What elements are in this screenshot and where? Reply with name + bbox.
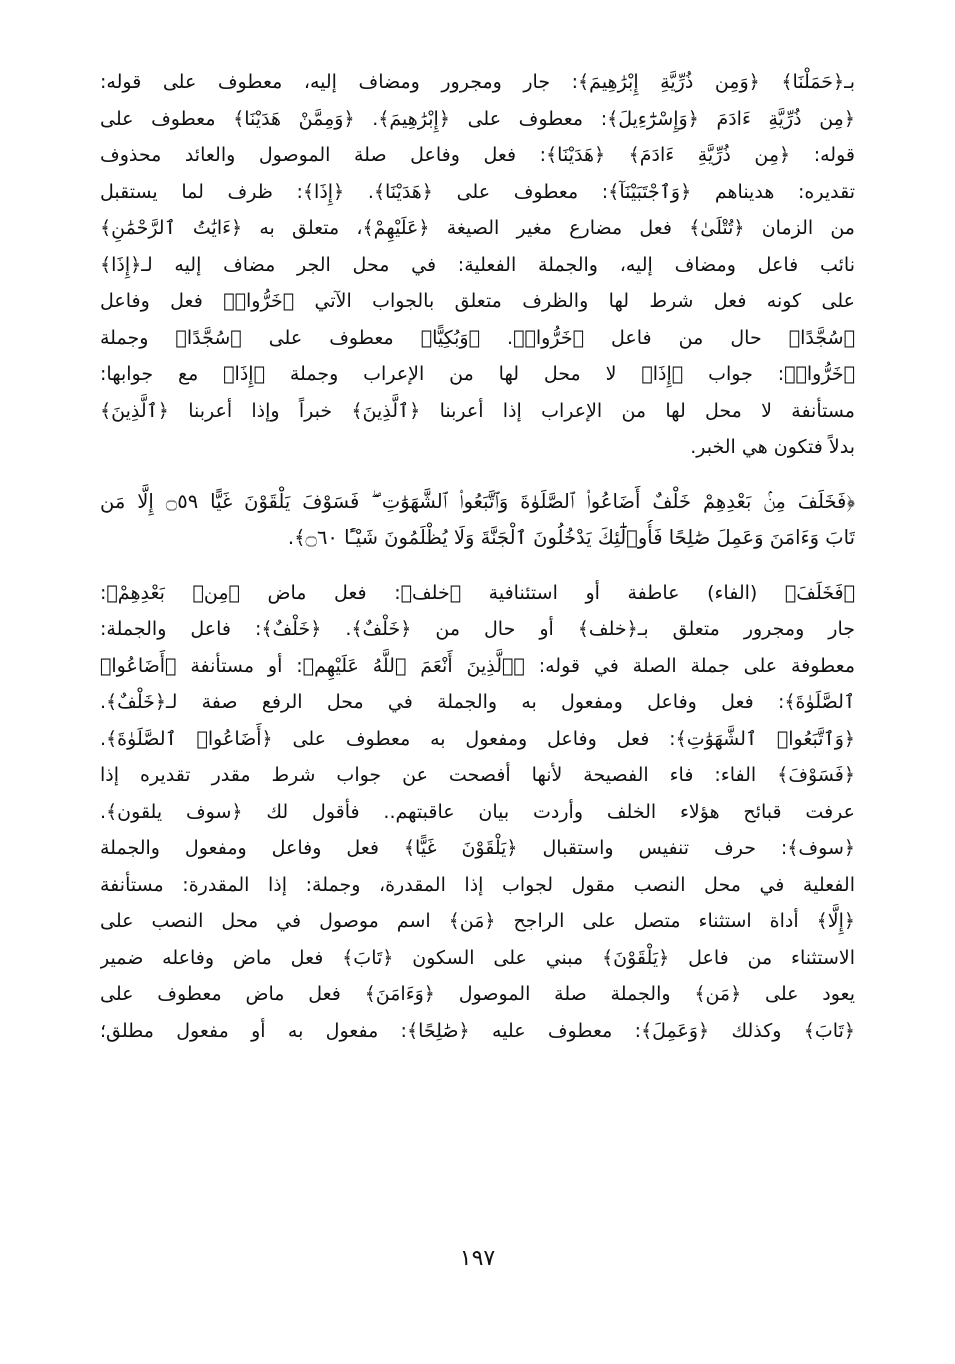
quran-verse xyxy=(100,484,855,557)
text-line: ﴿سُجَّدًا﴾ حال من فاعل ﴿خَرُّوا۟﴾. ﴿وَبُكِيًّا﴾ معطوف على ﴿سُجَّدًا﴾ وجملة xyxy=(100,326,855,349)
paragraph-gap xyxy=(100,466,855,484)
text-line: على كونه فعل شرط لها والظرف متعلق بالجواب الآتي ﴿خَرُّوا۟﴾ فعل وفاعل xyxy=(100,290,855,312)
verse-line: تَابَ وَءَامَنَ وَعَمِلَ صَٰلِحًا فَأُو۟لَٰٓئِكَ يَدْخُلُونَ ٱلْجَنَّةَ وَلَا يُظْلَمُونَ شَيْـًٔا ۝٦٠﴾. xyxy=(287,526,855,549)
verse-line: ﴿فَخَلَفَ مِنۢ بَعْدِهِمْ خَلْفٌ أَضَاعُوا۟ ٱلصَّلَوٰةَ وَٱتَّبَعُوا۟ ٱلشَّهَوَٰتِ ۖ فَسَوْفَ يَلْقَوْنَ غَيًّا ۝٥٩ إِلَّا مَن xyxy=(100,489,855,513)
text-line: جار ومجرور متعلق بـ﴿خلف﴾ أو حال من ﴿خَلْفٌ﴾. ﴿خَلْفٌ﴾: فاعل والجملة: xyxy=(100,618,855,640)
text-line: ﴿خَرُّوا۟﴾: جواب ﴿إِذَا﴾ لا محل لها من الإعراب وجملة ﴿إِذَا﴾ مع جوابها: xyxy=(100,363,855,385)
paragraph-2 xyxy=(100,575,855,1050)
page-body xyxy=(100,64,855,1314)
page-number: ١٩٧ xyxy=(459,1246,496,1271)
text-line: ﴿فَخَلَفَ﴾ (الفاء) عاطفة أو استئنافية ﴿خلف﴾: فعل ماض ﴿مِنۢ بَعْدِهِمْ﴾: xyxy=(100,581,855,604)
text-line: تقديره: هديناهم ﴿وَٱجْتَبَيْنَآ﴾: معطوف على ﴿هَدَيْنَا﴾. ﴿إِذَا﴾: ظرف لما يستقبل xyxy=(100,180,855,203)
paragraph-1 xyxy=(100,64,855,466)
text-line: معطوفة على جملة الصلة في قوله: ﴿ٱلَّذِينَ أَنْعَمَ ٱللَّهُ عَلَيْهِم﴾: أو مستأنفة ﴿أَضَاعُوا۟ xyxy=(100,654,855,677)
text-line: يعود على ﴿مَن﴾ والجملة صلة الموصول ﴿وَءَامَنَ﴾ فعل ماض معطوف على xyxy=(100,983,855,1005)
text-line: الاستثناء من فاعل ﴿يَلْقَوْنَ﴾ مبني على السكون ﴿تَابَ﴾ فعل ماض وفاعله ضمير xyxy=(100,946,855,969)
text-line: مستأنفة لا محل لها من الإعراب إذا أعربنا ﴿ٱلَّذِينَ﴾ خبراً وإذا أعربنا ﴿ٱلَّذِينَ﴾ xyxy=(100,399,855,422)
text-line: ﴿إِلَّا﴾ أداة استثناء متصل على الراجح ﴿مَن﴾ اسم موصول في محل النصب على xyxy=(100,910,855,932)
text-line: الفعلية في محل النصب مقول لجواب إذا المقدرة، وجملة: إذا المقدرة: مستأنفة xyxy=(100,873,855,896)
text-line: ﴿وَٱتَّبَعُوا۟ ٱلشَّهَوَٰتِ﴾: فعل وفاعل ومفعول به معطوف على ﴿أَضَاعُوا۟ ٱلصَّلَوٰةَ﴾. xyxy=(100,727,855,750)
text-line: نائب فاعل ومضاف إليه، والجملة الفعلية: في محل الجر مضاف إليه لـ﴿إِذَا﴾ xyxy=(100,253,855,276)
text-line: عرفت قبائح هؤلاء الخلف وأردت بيان عاقبتهم.. فأقول لك ﴿سوف يلقون﴾. xyxy=(100,800,855,823)
text-line: ﴿مِن ذُرِّيَّةِ ءَادَمَ ﴿وَإِسْرَٰٓءِيلَ﴾: معطوف على ﴿إِبْرَٰهِيمَ﴾. ﴿وَمِمَّنْ هَدَيْنَا﴾ معطوف على xyxy=(100,107,855,130)
text-line: ﴿فَسَوْفَ﴾ الفاء: فاء الفصيحة لأنها أفصحت عن جواب شرط مقدر تقديره إذا xyxy=(100,764,855,786)
text-line: من الزمان ﴿تُتْلَىٰ﴾ فعل مضارع مغير الصيغة ﴿عَلَيْهِمْ﴾، متعلق به ﴿ءَايَٰتُ ٱلرَّحْمَٰنِ﴾ xyxy=(100,217,855,239)
text-line: بـ﴿حَمَلْنَا﴾ ﴿وَمِن ذُرِّيَّةِ إِبْرَٰهِيمَ﴾: جار ومجرور ومضاف إليه، معطوف على قوله: xyxy=(100,71,855,93)
text-line: ٱلصَّلَوٰةَ﴾: فعل وفاعل ومفعول به والجملة في محل الرفع صفة لـ﴿خَلْفٌ﴾. xyxy=(100,691,855,713)
text-line: بدلاً فتكون هي الخبر. xyxy=(690,436,855,458)
text-line: ﴿تَابَ﴾ وكذلك ﴿وَعَمِلَ﴾: معطوف عليه ﴿صَٰلِحًا﴾: مفعول به أو مفعول مطلق؛ xyxy=(100,1019,855,1042)
text-line: قوله: ﴿مِن ذُرِّيَّةِ ءَادَمَ﴾ ﴿هَدَيْنَا﴾: فعل وفاعل صلة الموصول والعائد محذوف xyxy=(100,144,855,166)
text-line: ﴿سوف﴾: حرف تنفيس واستقبال ﴿يَلْقَوْنَ غَيًّا﴾ فعل وفاعل ومفعول والجملة xyxy=(100,837,855,859)
paragraph-gap xyxy=(100,557,855,575)
